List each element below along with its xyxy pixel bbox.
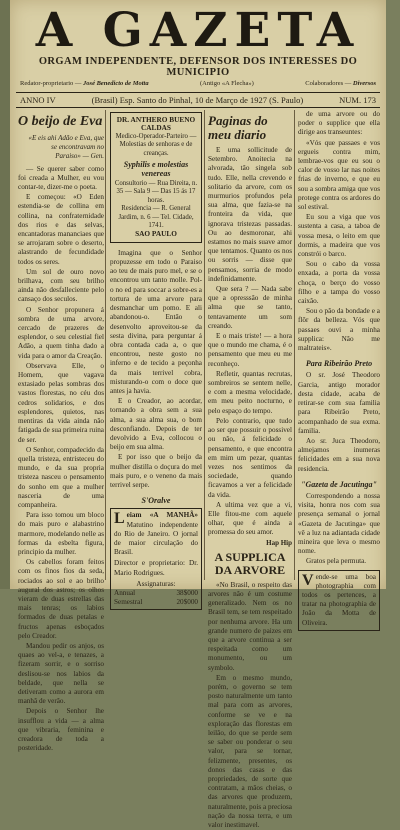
paragraph: Gratos pela permuta.	[306, 557, 367, 566]
paragraph: Mandou pedir os anjos, os quaes ao vel-a, e tenazes, a fizeram sorrir, e o sorriso deslisou-se nos labios da beldade, que nella se detiveram como a aurora em manhã de verão.	[18, 641, 104, 706]
paragraph: Que sera ? — Nada sabe que a opresssão de minha alma que se tanto, tentavamente um som creando.	[208, 285, 292, 330]
paragraph: Ao sr. Juca Theodoro, almejamos inumeras felicidades em a sua nova residencia.	[298, 436, 380, 473]
column-rule	[105, 110, 106, 580]
advert-name: DR. ANTHERO BUENO CALDAS	[116, 115, 196, 133]
paragraph: «Vós que passaes e vos ergueis contra mim, lembrae-vos que eu sou o calor de vosso lar nas noites frias de inverno, e que eu sou a sombra amiga que vos protege contra os ardores do sol estival.	[298, 138, 380, 212]
column-1	[18, 110, 104, 753]
former-name: (Antigo «A Flecha»)	[200, 80, 254, 87]
column-4	[298, 110, 380, 627]
staff-line	[10, 78, 386, 87]
masthead	[10, 4, 386, 87]
column-rule	[294, 110, 295, 580]
advert-line: Residencia — R. General Jardim, n. 6 — Tel. Cidade, 1741.	[118, 205, 194, 230]
paragraph: O Senhor, compadecido da quella tristeza, entristeceu do mundo, e da sua propria tristeza nasceu o pensamento do sonho em que a mulher nasceria de uma companheira.	[18, 445, 104, 509]
issue-number: NUM. 173	[339, 95, 376, 105]
column-2	[110, 110, 202, 607]
editor: Redator-proprietario — José Benedicto de Motta	[20, 80, 149, 87]
section-heading: "Gazeta de Jacutinga"	[301, 479, 377, 489]
issue-info-bar	[16, 92, 380, 108]
paragraph: Depois o Senhor lhe insufflou a vida — a alma que vibraria, feminina e creadora de toda a posteridade.	[18, 707, 104, 753]
paragraph: E o mais triste! — a hora que o mundo me chama, é o pensamento que meu eu me reconheço.	[208, 332, 292, 368]
paragraph: Pelo contrario, que tudo ao ser que possuir o possivel ou não, á felicidade o pensamento, e que encontra em mim um pezar, quantas vezes nos sentimos da sociedade, quando ficavamos a ver a felicidade da vida.	[208, 416, 292, 499]
paragraph: Um sol de ouro novo brilhava, com seu brilho ainda não desfalleciente pelo cansaço dos seculos.	[18, 267, 104, 304]
newspaper-title: A GAZETA	[35, 3, 361, 58]
section-heading: S'Oralve	[141, 496, 171, 506]
paragraph: Eu sou a viga que vos sustenta a casa, a taboa de vossa mesa, o leito em que dormis, a madeira que vos constrói o barco.	[298, 213, 380, 259]
newspaper-subtitle: ORGAM INDEPENDENTE, DEFENSOR DOS INTERESSES DO MUNICIPIO	[38, 56, 358, 78]
article-headline: Paginas do meu diario	[208, 113, 268, 142]
doctor-advert	[110, 112, 202, 243]
paragraph: Observava Elle, o Homem, que vagava extasiado pelas sombras dos vastos florestas, no céu dos cedros solidarios, e dos esplendores, quietos, nas mentiras da vida ainda não fatigada de sua primeira ruina de ser.	[18, 361, 104, 444]
paragraph: Para isso tomou um bloco do mais puro e alabastrino marmore, modelando nelle as formas da esbelta figura, principio da mulher.	[18, 511, 104, 556]
paragraph: de uma arvore ou do poder o supplice que ella dirige aos transeuntes:	[298, 110, 380, 137]
paragraph: E o Creador, ao acordar, tornando a obra sem a sua alma, a sua alma sua, o bom desconfiando. Depois de ter devolvido a Eva, collocou o beijo em sua alma.	[110, 397, 202, 452]
year-label: ANNO IV	[20, 95, 56, 105]
advert-text: Matutino independente do Rio de Janeiro. O jornal de maior circulação do Brasil.	[114, 520, 198, 557]
advert-line: Medico-Operador-Parteiro — Molestias de senhoras e de creanças.	[115, 132, 197, 157]
column-3	[208, 110, 292, 830]
advert-price-row: Semestral 20$000	[114, 598, 198, 607]
signature: Hap Hip	[266, 538, 292, 547]
dropcap: V	[302, 571, 314, 589]
collaborators: Colaboradores — Diversos	[305, 80, 376, 87]
article-headline: A SUPPLICA DA ARVORE	[214, 549, 286, 577]
newspaper-page	[10, 0, 386, 830]
paragraph: E uma sollicitude de Setembro. Anoitecia na alvorada, tão singela sob tudo. Elle, nella crevendo e solitario da arvore, com os murmurios profundos pela sua alma, que fazia-se na fronteira da vida, que ignorava tristezas passadas. Ou ao desmoronar, ahi estamos no mais suave amor que tentamos. Quanto os nos ou sorris — disse que pensamos, sorria de modo indefinidamente.	[208, 146, 292, 283]
left-margin	[0, 0, 10, 589]
paragraph: Sou o pão da bondade e a flôr da belleza. Vós que passaes ouvi a minha supplica: Não me maltrateis».	[298, 307, 380, 353]
advert-city: SAO PAULO	[135, 229, 177, 239]
advert-subscriptions-label: Assignaturas:	[136, 579, 176, 588]
paragraph: E começou: «O Eden estendia-se de collina em collina, na confraternidade dos rios e das selvas, encantadoras mananciaes que se arrojaram sobre o deserto, alastrando de fecundidade todos os seres.	[18, 193, 104, 266]
advert-text: ende-se uma boa photographia com todos os pertences, a tratar na photographia de João da Motta de Oliveira.	[302, 572, 376, 627]
classified-advert	[298, 570, 380, 631]
paragraph: Imagina que o Senhor propuzesse em todo o Paraiso ao teu de mais puro mel, e se o encontrou um tanto molle. Pol-o no ed para soccar a sobre-es a tortura de uma arvore para desmanchar um pomo. E ali abandonou-o. Então o desenvolto aproveitou-se da sesta divina, para perguntar á obra contada cada a, o que encontrou, neste gosto no inferno e de tecido a peçonha da mais terrivel cobra, misturando-o com o doce que antes ja havia.	[110, 248, 202, 395]
advert-specialty: Syphilis e molestias venereas	[123, 160, 189, 179]
advert-line: Consultorio — Rua Direita, n. 35 — Sala 9 — Das 15 ás 17 horas.	[114, 180, 198, 204]
epigraph: «E eis ahi Adão e Eva, que se encontravam no Paraiso» — Gen.	[28, 134, 104, 161]
paragraph: Refletir, quantas recrutas, sombreiros se sentem nelle, e com a mesma velocidade, em meu peito nocturno, e pelo espaço do tempo.	[208, 369, 292, 415]
right-margin	[386, 0, 400, 589]
paragraph: O sr. José Theodoro Garcia, antigo morador desta cidade, acaba de retirar-se com sua familia para Ribeirão Preto, acompanhado de sua exma. familia.	[298, 371, 380, 435]
section-heading: Para Ribeirão Preto	[305, 359, 373, 369]
paragraph: Sou o cabo da vossa enxada, a porta da vossa choça, o berço do vosso filho e a tampa do vosso caixão.	[298, 260, 380, 306]
place-date: (Brasil) Esp. Santo do Pinhal, 10 de Março de 1927 (S. Paulo)	[91, 95, 304, 105]
paragraph: A ultima vez que a vi, Elle fitou-me com aquele olhar, que é ainda a promessa do seu amor.	[208, 500, 292, 537]
paragraph: O Senhor propunera á sombra de uma arvore, cercado de prazeres de esplendor, o seu celestial fiel Adão, a quem tinha dado a vida para o amor da Creação.	[18, 305, 104, 360]
advert-title: eiam «A MANHÃ»	[126, 511, 198, 520]
paragraph: Em o mesmo mundo, porém, o governo se tem posto naturalmente um tanto mal para com as arvores, conforme se ve e na exploração das florestas em leilão, do que se perde sem se saber ou ponderar o seu valor, para se tornar, felizmente, presentes, os donos das casas e das propriedades, de sorte que contratam, a mãos cheias, o das arvores que produzem, naturalmente, pois a preciosa nação da nossa terra, e um valor inestimavel.	[208, 673, 292, 830]
paragraph: — Se querer saber como foi creada a Mulher, eu vou contar-te, dizer-me o poeta.	[18, 164, 104, 192]
newspaper-advert	[110, 508, 202, 610]
paragraph: Os cabellos foram feitos com os finos fios da seda, rociados ao sol e ao brilho augural dos astros; os olhos vieram de duas estrellas das mais tenras; os labios formados de duas petalas e fructos apenas esboçados pelo Creador.	[18, 558, 104, 640]
paragraph: «No Brasil, o respeito das arvores não é um costume generalizado. Nem os no Brasil tem, se tem respeitado por nenhuma arvore. Ha um grande numero de paizes em que a arvore continua a ser respeitada como um monumento, ou um symbolo.	[208, 580, 292, 672]
article-body	[18, 165, 104, 754]
column-rule	[204, 110, 205, 580]
paragraph: Correspondendo a nossa visita, honra nos com sua presença semanal o jornal «Gazeta de Jacutinga» que vê a luz na adiantada cidade mineira que leva o mesmo nome.	[298, 491, 380, 556]
advert-director: Director e proprietario: Dr. Mario Rodrigues.	[114, 559, 198, 577]
advert-price-row: Annual 38$000	[114, 588, 198, 597]
paragraph: E por isso que o beijo da mulher distilla o doçura do mel mais puro, e o veneno da mais terrivel serpe.	[110, 453, 202, 489]
dropcap: L	[114, 510, 125, 528]
article-headline: O beijo de Eva	[18, 114, 103, 129]
